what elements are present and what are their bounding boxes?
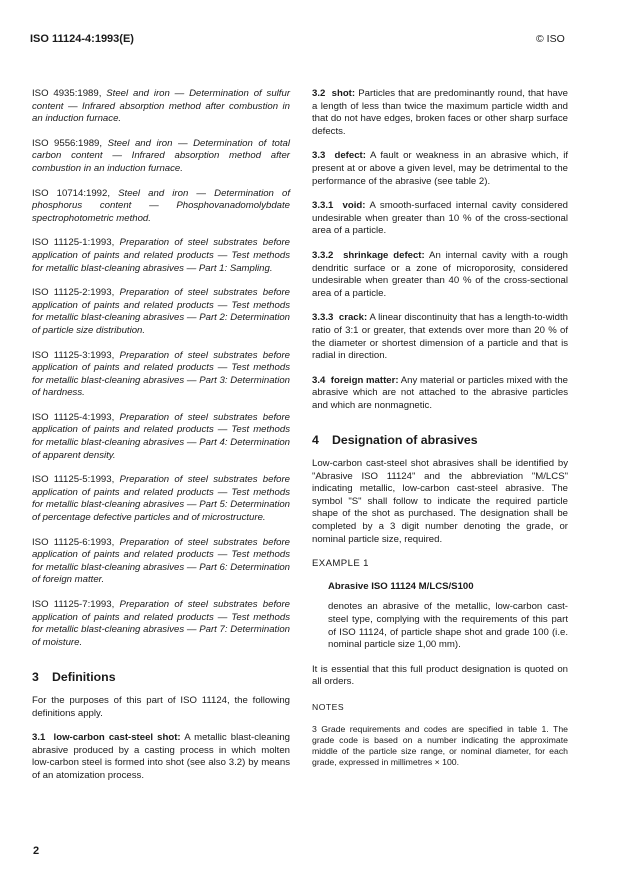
reference-item: ISO 10714:1992, Steel and iron — Determination of phosphorus content — Phosphovanadomolybdate spectrophotometric method. — [32, 187, 291, 224]
definition-3-2: 3.2 shot: Particles that are predominantly round, that have a length of less than twice the maximum particle width and that do not have edges, broken faces or other sharp surface defects. — [312, 88, 568, 137]
definition-3-4: 3.4 foreign matter: Any material or particles mixed with the abrasive which are not attached to the abrasive particles and which are nonmagnetic. — [312, 374, 569, 411]
reference-item: ISO 11125-4:1993, Preparation of steel substrates before application of paints and related products — Test methods for metallic blast-cleaning abrasives — Part 4: Determination of apparent density. — [32, 411, 290, 461]
definition-3-3-1: 3.3.1 void: A smooth-surfaced internal cavity considered undesirable when greater than 10 % of the cross-sectional area of a particle. — [312, 200, 568, 237]
reference-item: ISO 11125-5:1993, Preparation of steel substrates before application of paints and related products — Test methods for metallic blast-cleaning abrasives — Part 5: Determination of percentage defective particles and of microstructure. — [32, 474, 290, 524]
definition-3-3-3: 3.3.3 crack: A linear discontinuity that has a length-to-width ratio of 3:1 or greater, that extends over more than 20 % of the diameter or shortest dimension of a particle and that is radial in direction. — [312, 312, 568, 362]
notes-label: NOTES — [312, 701, 345, 712]
header-copyright: © ISO — [536, 33, 565, 45]
reference-item: ISO 11125-2:1993, Preparation of steel substrates before application of paints and related products — Test methods for metallic blast-cleaning abrasives — Part 2: Determination of particle size distribution. — [32, 287, 290, 336]
left-column — [32, 88, 290, 795]
section-heading-definitions: 3 Definitions — [32, 670, 116, 685]
reference-item: ISO 4935:1989, Steel and iron — Determination of sulfur content — Infrared absorption method after combustion in an induction furnace. — [32, 88, 291, 125]
page-number: 2 — [33, 845, 40, 857]
definitions-intro: For the purposes of this part of ISO 11124, the following definitions apply. — [32, 694, 290, 719]
section-heading-designation: 4 Designation of abrasives — [312, 433, 478, 448]
reference-item: ISO 9556:1989, Steel and iron — Determination of total carbon content — Infrared absorption method after combustion in an induction furnace. — [32, 137, 290, 174]
right-column — [312, 88, 568, 768]
reference-item: ISO 11125-3:1993, Preparation of steel substrates before application of paints and related products — Test methods for metallic blast-cleaning abrasives — Part 3: Determination of hardness. — [32, 349, 290, 399]
designation-orders-paragraph: It is essential that this full product designation is quoted on all orders. — [312, 663, 568, 688]
reference-list — [32, 88, 290, 649]
definition-3-3-2: 3.3.2 shrinkage defect: An internal cavity with a rough dendritic surface or a zone of microporosity, considered undesirable when greater than 40 % of the cross-sectional area of a particle. — [312, 249, 568, 299]
example-code: Abrasive ISO 11124 M/LCS/S100 — [328, 580, 474, 592]
header-title: ISO 11124-4:1993(E) — [30, 33, 134, 45]
designation-paragraph: Low-carbon cast-steel shot abrasives shall be identified by "Abrasive ISO 11124" and the abbreviation "M/LCS" indicating metallic, low-carbon cast-steel abrasive. The symbol "S" shall follow to indicate the required particle shape of the shot as purchased. The designation shall be completed by a 3 digit number denoting the grade, or nominal particle size, required. — [312, 458, 568, 545]
reference-item: ISO 11125-1:1993, Preparation of steel substrates before application of paints and related products — Test methods for metallic blast-cleaning abrasives — Part 1: Sampling. — [32, 237, 290, 274]
definition-3-3: 3.3 defect: A fault or weakness in an abrasive which, if present at or above a given level, may be detrimental to the performance of the abrasive (see table 2). — [312, 150, 568, 187]
reference-item: ISO 11125-6:1993, Preparation of steel substrates before application of paints and related products — Test methods for metallic blast-cleaning abrasives — Part 6: Determination of foreign matter. — [32, 536, 290, 586]
note-3: 3 Grade requirements and codes are specified in table 1. The grade code is based on a number indicating the approximate middle of the particle size range, or nominal diameter, for each grade, expressed in millimetres × 100. — [312, 723, 568, 768]
reference-item: ISO 11125-7:1993, Preparation of steel substrates before application of paints and related products — Test methods for metallic blast-cleaning abrasives — Part 7: Determination of moisture. — [32, 599, 290, 648]
example-label: EXAMPLE 1 — [312, 558, 369, 570]
definition-3-1: 3.1 low-carbon cast-steel shot: A metallic blast-cleaning abrasive produced by a casting process in which molten low-carbon steel is formed into shot (see also 3.2) by means of an atomization process. — [32, 732, 290, 781]
example-text: denotes an abrasive of the metallic, low-carbon cast-steel type, complying with the requirements of this part of ISO 11124, of particle shape shot and grade 100 (i.e. nominal particle size 1,00 mm). — [328, 601, 568, 651]
